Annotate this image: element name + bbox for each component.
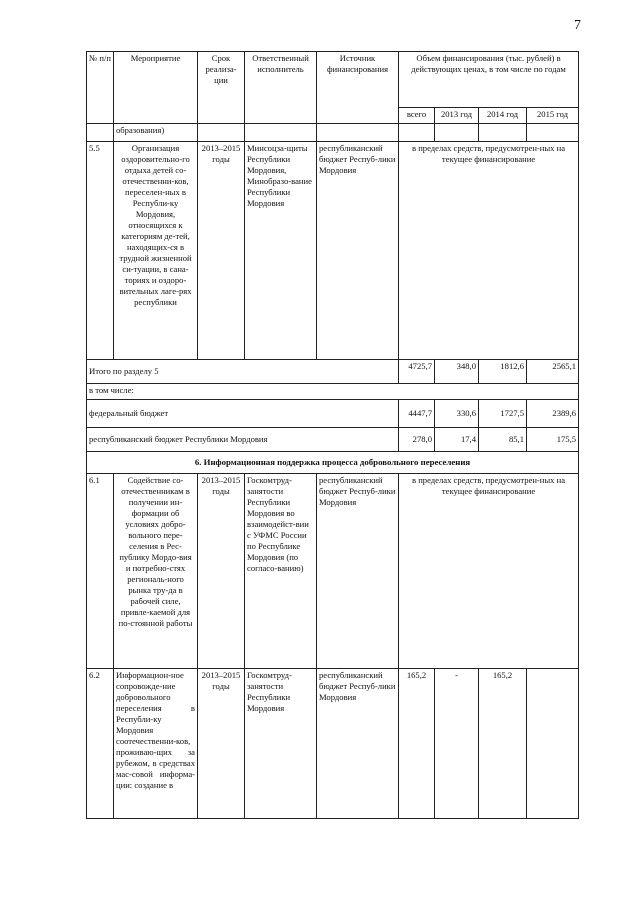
header-volume: Объем финансирования (тыс. рублей) в действующих ценах, в том числе по годам	[399, 52, 579, 108]
table-row-5-5	[87, 142, 579, 360]
header-source: Источник финансирования	[317, 52, 399, 124]
row-source: республиканский бюджет Респуб-лики Мордовия	[317, 142, 399, 360]
table-row	[87, 124, 579, 142]
row-event: Содействие со-отечественникам в получении ин-формации об условиях добро-вольного пере-селения в Рес-публику Мордо-вия и потребно-стях региональ-ного рынка тру-да в рабочей силе, привле-каемой для по-стоянной работы	[114, 474, 198, 669]
header-num: № п/п	[87, 52, 114, 124]
header-year-total: всего	[399, 108, 435, 124]
row-funding-note: в пределах средств, предусмотрен-ных на текущее финансирование	[399, 142, 579, 360]
row-term: 2013–2015 годы	[198, 142, 245, 360]
header-year-2015: 2015 год	[527, 108, 579, 124]
federal-all: 4447,7	[399, 400, 435, 428]
header-event: Мероприятие	[114, 52, 198, 124]
row-responsible: Минсоцза-щиты Республики Мордовия, Минобразо-вание Республики Мордовия	[245, 142, 317, 360]
total-2014: 1812,6	[479, 360, 527, 384]
financing-table	[86, 51, 579, 819]
republic-2015: 175,5	[527, 428, 579, 452]
header-year-2014: 2014 год	[479, 108, 527, 124]
cont-event: образования)	[114, 124, 198, 142]
federal-2014: 1727,5	[479, 400, 527, 428]
table-row-6-1	[87, 474, 579, 669]
republic-2013: 17,4	[435, 428, 479, 452]
row-responsible: Госкомтруд-занятости Республики Мордовия	[245, 669, 317, 819]
section6-row	[87, 452, 579, 474]
row-value-all: 165,2	[399, 669, 435, 819]
including-row	[87, 384, 579, 400]
total-label: Итого по разделу 5	[87, 360, 399, 384]
row-num: 6.2	[87, 669, 114, 819]
federal-row	[87, 400, 579, 428]
total-all: 4725,7	[399, 360, 435, 384]
row-num: 6.1	[87, 474, 114, 669]
row-term: 2013–2015 годы	[198, 669, 245, 819]
row-event: Организация оздоровительно-го отдыха детей со-отечественни-ков, переселен-ных в Республи-ку Мордовия, относящихся к категориям де-тей, находящих-ся в трудной жизненной си-туации, в сана-ториях и оздоро-вительных лаге-рях республики	[114, 142, 198, 360]
federal-2013: 330,6	[435, 400, 479, 428]
row-term: 2013–2015 годы	[198, 474, 245, 669]
total-2013: 348,0	[435, 360, 479, 384]
header-year-2013: 2013 год	[435, 108, 479, 124]
table-row-6-2	[87, 669, 579, 819]
federal-2015: 2389,6	[527, 400, 579, 428]
row-value-2013: -	[435, 669, 479, 819]
republic-2014: 85,1	[479, 428, 527, 452]
row-source: республиканский бюджет Респуб-лики Мордовия	[317, 474, 399, 669]
republic-all: 278,0	[399, 428, 435, 452]
total-section5-row	[87, 360, 579, 384]
federal-label: федеральный бюджет	[87, 400, 399, 428]
total-2015: 2565,1	[527, 360, 579, 384]
row-event: Информацион-ное сопровожде-ние добровольного переселения в Республи-ку Мордовия соотечественни-ков, проживаю-щих за рубежом, в средствах мас-совой информа-ции: создание в	[114, 669, 198, 819]
section6-title: 6. Информационная поддержка процесса добровольного переселения	[87, 452, 579, 474]
header-term: Срок реализа-ции	[198, 52, 245, 124]
row-value-2015	[527, 669, 579, 819]
row-value-2014: 165,2	[479, 669, 527, 819]
row-num: 5.5	[87, 142, 114, 360]
row-funding-note: в пределах средств, предусмотрен-ных на текущее финансирование	[399, 474, 579, 669]
including-label: в том числе:	[87, 384, 579, 400]
republic-row	[87, 428, 579, 452]
row-source: республиканский бюджет Респуб-лики Мордовия	[317, 669, 399, 819]
row-responsible: Госкомтруд-занятости Республики Мордовия во взаимодейст-вии с УФМС России по Республике Мордовия (по согласо-ванию)	[245, 474, 317, 669]
header-responsible: Ответственный исполнитель	[245, 52, 317, 124]
header-row	[87, 52, 579, 108]
page-number: 7	[574, 18, 581, 33]
republic-label: республиканский бюджет Республики Мордовия	[87, 428, 399, 452]
